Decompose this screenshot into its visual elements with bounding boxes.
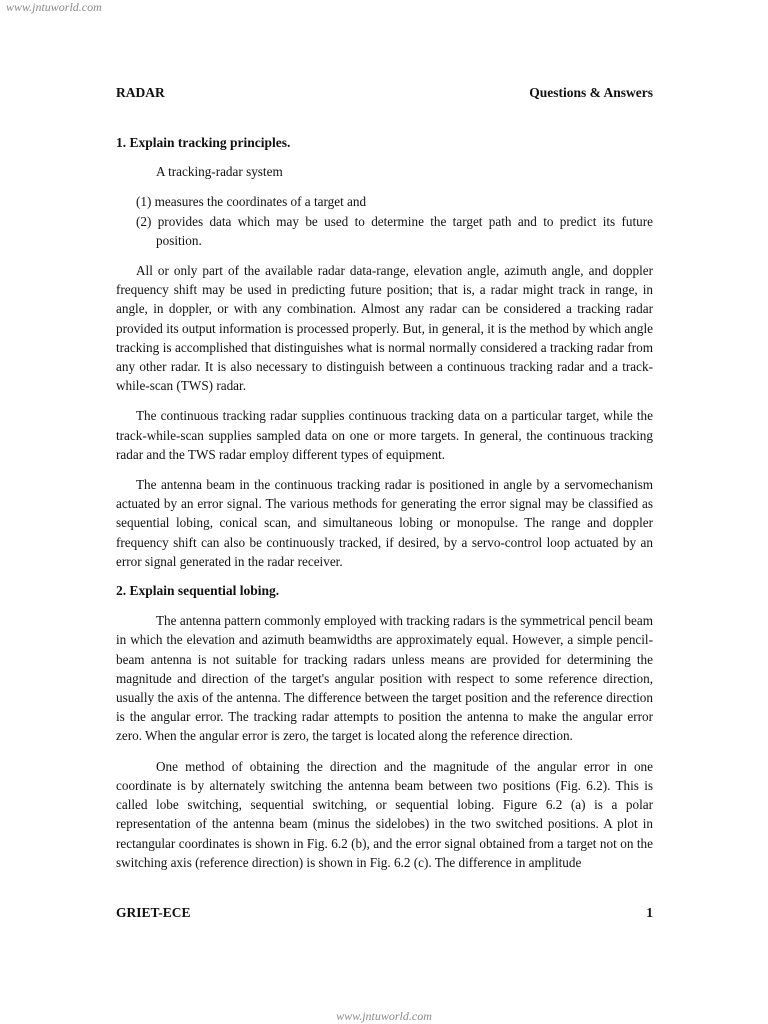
header-section: Questions & Answers [529, 85, 653, 100]
paragraph: The continuous tracking radar supplies continuous tracking data on a particular target, while the track-while-scan supplies sampled data on one or more targets. In general, the continuous tracking radar and the TWS radar employ different types of equipment. [116, 408, 653, 462]
page-header [116, 85, 653, 101]
header-subject: RADAR [116, 85, 165, 100]
list-item: (1) measures the coordinates of a target and [136, 194, 367, 210]
paragraph: The antenna beam in the continuous tracking radar is positioned in angle by a servomechanism actuated by an error signal. The various methods for generating the error signal may be classified as sequential lobing, conical scan, and simultaneous lobing or monopulse. The range and doppler frequency shift can also be continuously tracked, if desired, by a servo-control loop actuated by an error signal generated in the radar receiver. [116, 477, 653, 569]
paragraph: One method of obtaining the direction and the magnitude of the angular error in one coordinate is by alternately switching the antenna beam between two positions (Fig. 6.2). This is called lobe switching, sequential switching, or sequential lobing. Figure 6.2 (a) is a polar representation of the antenna beam (minus the sidelobes) in the two switched positions. A plot in rectangular coordinates is shown in Fig. 6.2 (b), and the error signal obtained from a target not on the switching axis (reference direction) is shown in Fig. 6.2 (c). The difference in amplitude [116, 758, 653, 870]
watermark-top: www.jntuworld.com [6, 0, 102, 14]
list-item: (2) provides data which may be used to determine the target path and to predict its future position. [136, 213, 653, 248]
page-number: 1 [646, 905, 653, 920]
paragraph: All or only part of the available radar data-range, elevation angle, azimuth angle, and doppler frequency shift may be used in predicting future position; that is, a radar might track in range, in angle, in doppler, or with any combination. Almost any radar can be considered a tracking radar provided its output information is processed properly. But, in general, it is the method by which angle tracking is accomplished that distinguishes what is normal normally considered a tracking radar from any other radar. It is also necessary to distinguish between a continuous tracking radar and a track-while-scan (TWS) radar. [116, 263, 653, 394]
watermark-bottom: www.jntuworld.com [336, 1009, 432, 1023]
paragraph: The antenna pattern commonly employed with tracking radars is the symmetrical pencil beam in which the elevation and azimuth beamwidths are approximately equal. However, a simple pencil-beam antenna is not suitable for tracking radars unless means are provided for determining the magnitude and direction of the target's angular position with respect to some reference direction, usually the axis of the antenna. The difference between the target position and the reference direction is the angular error. The tracking radar attempts to position the antenna to make the angular error zero. When the angular error is zero, the target is located along the reference direction. [116, 613, 653, 744]
question-1-heading: 1. Explain tracking principles. [116, 135, 291, 150]
question-1-intro: A tracking-radar system [156, 164, 283, 180]
page-footer [116, 905, 653, 921]
page-body [116, 133, 653, 872]
question-1-list [116, 192, 653, 250]
question-2-heading: 2. Explain sequential lobing. [116, 583, 280, 599]
footer-department: GRIET-ECE [116, 905, 191, 920]
